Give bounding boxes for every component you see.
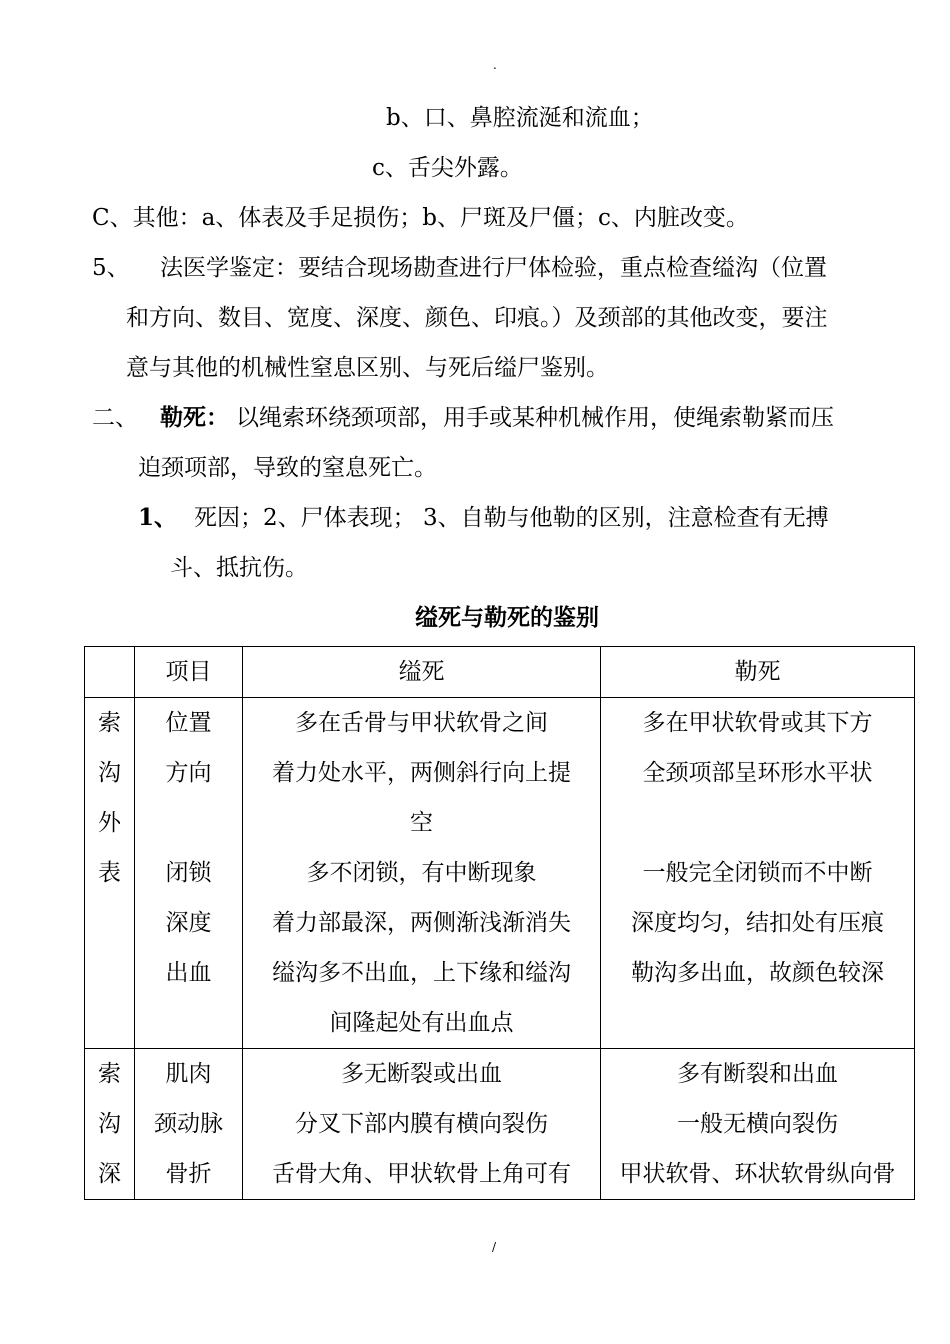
item5-line3: 意与其他的机械性窒息区别、与死后缢尸鉴别。 <box>126 355 609 381</box>
table-header-row <box>85 647 915 698</box>
point1-line1: 死因；2、尸体表现； 3、自勒与他勒的区别，注意检查有无搏 <box>194 505 829 531</box>
group2-strangling: 多有断裂和出血 一般无横向裂伤 甲状软骨、环状软骨纵向骨 <box>601 1049 915 1200</box>
header-cell-item: 项目 <box>135 647 243 698</box>
point1-line2: 斗、抵抗伤。 <box>170 555 308 581</box>
section2-line1: 以绳索环绕颈项部，用手或某种机械作用，使绳索勒紧而压 <box>236 405 834 431</box>
table-row-group2 <box>85 1049 915 1200</box>
group1-strangling: 多在甲状软骨或其下方 全颈项部呈环形水平状 一般完全闭锁而不中断 深度均匀，结扣处有压痕 勒沟多出血，故颜色较深 <box>601 698 915 1049</box>
group1-label: 索 沟 外 表 <box>85 698 135 1049</box>
header-cell-hanging: 缢死 <box>243 647 601 698</box>
bottom-slash-mark: / <box>492 1240 497 1254</box>
group2-label: 索 沟 深 <box>85 1049 135 1200</box>
section2-term: 勒死： <box>160 404 229 431</box>
table-row-group1 <box>85 698 915 1049</box>
group1-items: 位置 方向 闭锁 深度 出血 <box>135 698 243 1049</box>
section2-line2: 迫颈项部，导致的窒息死亡。 <box>138 455 437 481</box>
line-b: b、口、鼻腔流涎和流血； <box>386 105 654 131</box>
line-c: c、舌尖外露。 <box>372 155 523 181</box>
item5-line1: 法医学鉴定：要结合现场勘查进行尸体检验，重点检查缢沟（位置 <box>160 255 827 281</box>
header-cell-blank <box>85 647 135 698</box>
table-title: 缢死与勒死的鉴别 <box>415 604 599 631</box>
header-cell-strangling: 勒死 <box>601 647 915 698</box>
group2-hanging: 多无断裂或出血 分叉下部内膜有横向裂伤 舌骨大角、甲状软骨上角可有 <box>243 1049 601 1200</box>
section2-number: 二、 <box>92 405 138 431</box>
group2-items: 肌肉 颈动脉 骨折 <box>135 1049 243 1200</box>
line-other: C、其他：a、体表及手足损伤；b、尸斑及尸僵；c、内脏改变。 <box>92 205 749 231</box>
item5-number: 5、 <box>92 255 130 281</box>
point1-number: 1、 <box>138 504 178 531</box>
item5-line2: 和方向、数目、宽度、深度、颜色、印痕。）及颈部的其他改变，要注 <box>126 305 828 331</box>
top-dot-mark: . <box>493 58 497 72</box>
comparison-table <box>84 646 915 1200</box>
group1-hanging: 多在舌骨与甲状软骨之间 着力处水平，两侧斜行向上提 空 多不闭锁，有中断现象 着力部最深，两侧渐浅渐消失 缢沟多不出血，上下缘和缢沟 间隆起处有出血点 <box>243 698 601 1049</box>
